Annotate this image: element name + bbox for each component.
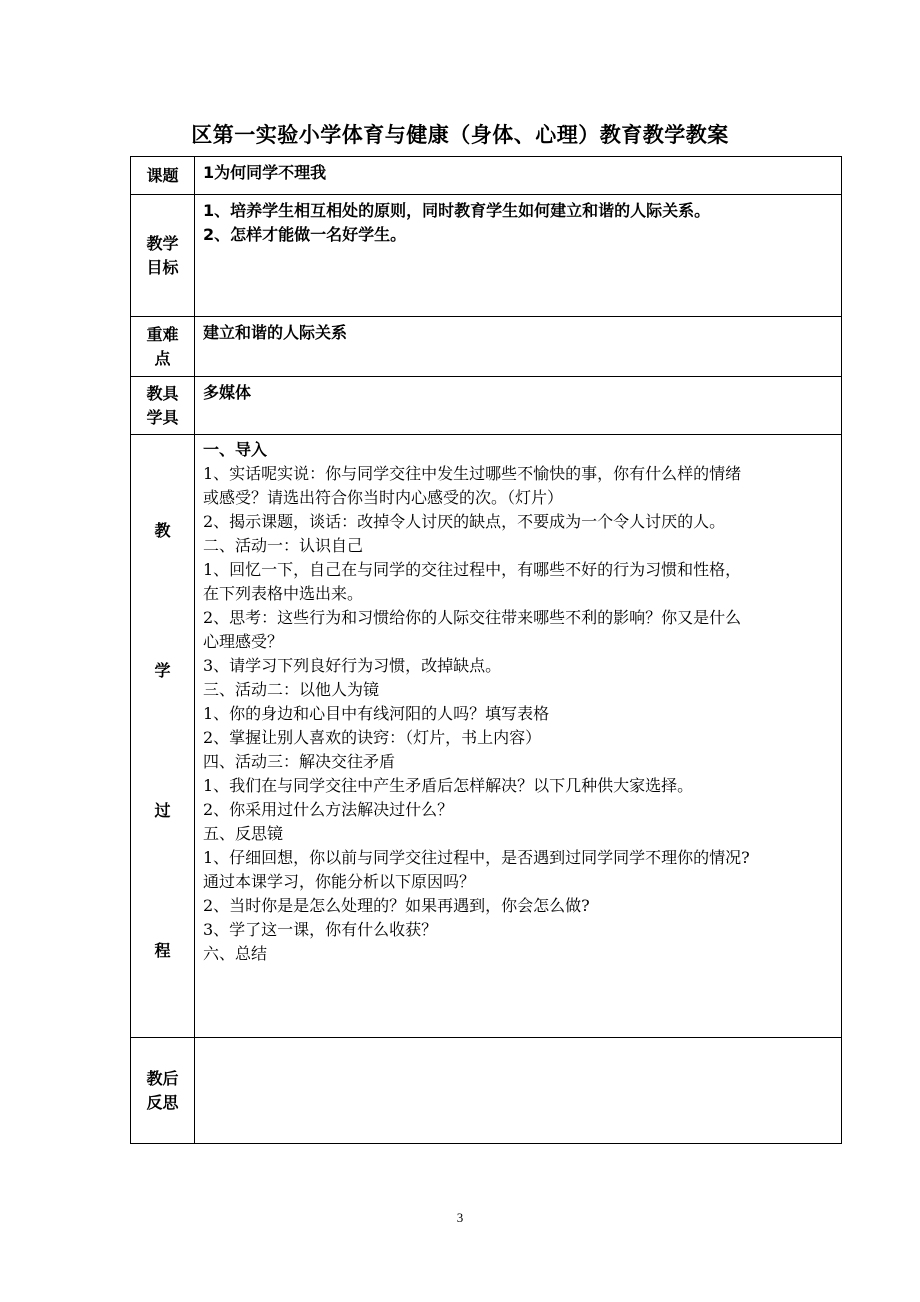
topic-label: 课题 <box>131 157 195 195</box>
process-line: 3、学了这一课，你有什么收获？ <box>203 920 438 939</box>
process-line: 1、仔细回想，你以前与同学交往过程中，是否遇到过同学同学不理你的情况? <box>203 848 750 867</box>
process-row <box>131 435 842 1038</box>
goal-item: 2、怎样才能做一名好学生。 <box>203 225 407 244</box>
process-line: 四、活动三：解决交往矛盾 <box>203 752 396 771</box>
process-line: 心理感受？ <box>203 632 284 651</box>
goals-value <box>195 195 842 317</box>
tools-row <box>131 377 842 435</box>
lesson-plan-table <box>130 156 842 1144</box>
process-line: 2、揭示课题，谈话：改掉令人讨厌的缺点，不要成为一个令人讨厌的人。 <box>203 512 726 531</box>
page-number: 3 <box>456 1210 464 1225</box>
process-content <box>195 435 842 1038</box>
process-line: 五、反思镜 <box>203 824 284 843</box>
key-points-label: 重难 点 <box>131 317 195 377</box>
goal-item: 1、培养学生相互相处的原则，同时教育学生如何建立和谐的人际关系。 <box>203 201 711 220</box>
tools-label: 教具 学具 <box>131 377 195 435</box>
reflection-label: 教后 反思 <box>131 1038 195 1144</box>
goals-row <box>131 195 842 317</box>
process-line: 1、实话呢实说：你与同学交往中发生过哪些不愉快的事，你有什么样的情绪 <box>203 464 742 483</box>
tools-value: 多媒体 <box>195 377 842 435</box>
process-line: 1、回忆一下，自己在与同学的交往过程中，有哪些不好的行为习惯和性格， <box>203 560 742 579</box>
process-line: 六、总结 <box>203 944 268 963</box>
process-line: 2、你采用过什么方法解决过什么？ <box>203 800 454 819</box>
reflection-value[interactable] <box>195 1038 842 1144</box>
topic-row <box>131 157 842 195</box>
topic-value: 1为何同学不理我 <box>195 157 842 195</box>
process-line: 3、请学习下列良好行为习惯，改掉缺点。 <box>203 656 502 675</box>
process-line: 通过本课学习，你能分析以下原因吗？ <box>203 872 476 891</box>
process-line: 一、导入 <box>203 440 268 459</box>
process-line: 2、思考：这些行为和习惯给你的人际交往带来哪些不利的影响？你又是什么 <box>203 608 742 627</box>
key-points-value: 建立和谐的人际关系 <box>195 317 842 377</box>
goals-label: 教学 目标 <box>131 195 195 317</box>
reflection-row <box>131 1038 842 1144</box>
document-title: 区第一实验小学体育与健康（身体、心理）教育教学教案 <box>191 123 729 147</box>
process-label: 教 学 过 程 <box>131 435 195 1038</box>
process-line: 二、活动一：认识自己 <box>203 536 364 555</box>
process-line: 1、你的身边和心目中有线河阳的人吗？填写表格 <box>203 704 550 723</box>
process-line: 或感受？请选出符合你当时内心感受的次。（灯片） <box>203 488 564 507</box>
key-points-row <box>131 317 842 377</box>
process-line: 三、活动二：以他人为镜 <box>203 680 380 699</box>
process-line: 2、当时你是是怎么处理的？如果再遇到，你会怎么做? <box>203 896 590 915</box>
process-line: 2、掌握让别人喜欢的诀窍：（灯片，书上内容） <box>203 728 542 747</box>
process-line: 1、我们在与同学交往中产生矛盾后怎样解决？以下几种供大家选择。 <box>203 776 694 795</box>
process-line: 在下列表格中选出来。 <box>203 584 364 603</box>
